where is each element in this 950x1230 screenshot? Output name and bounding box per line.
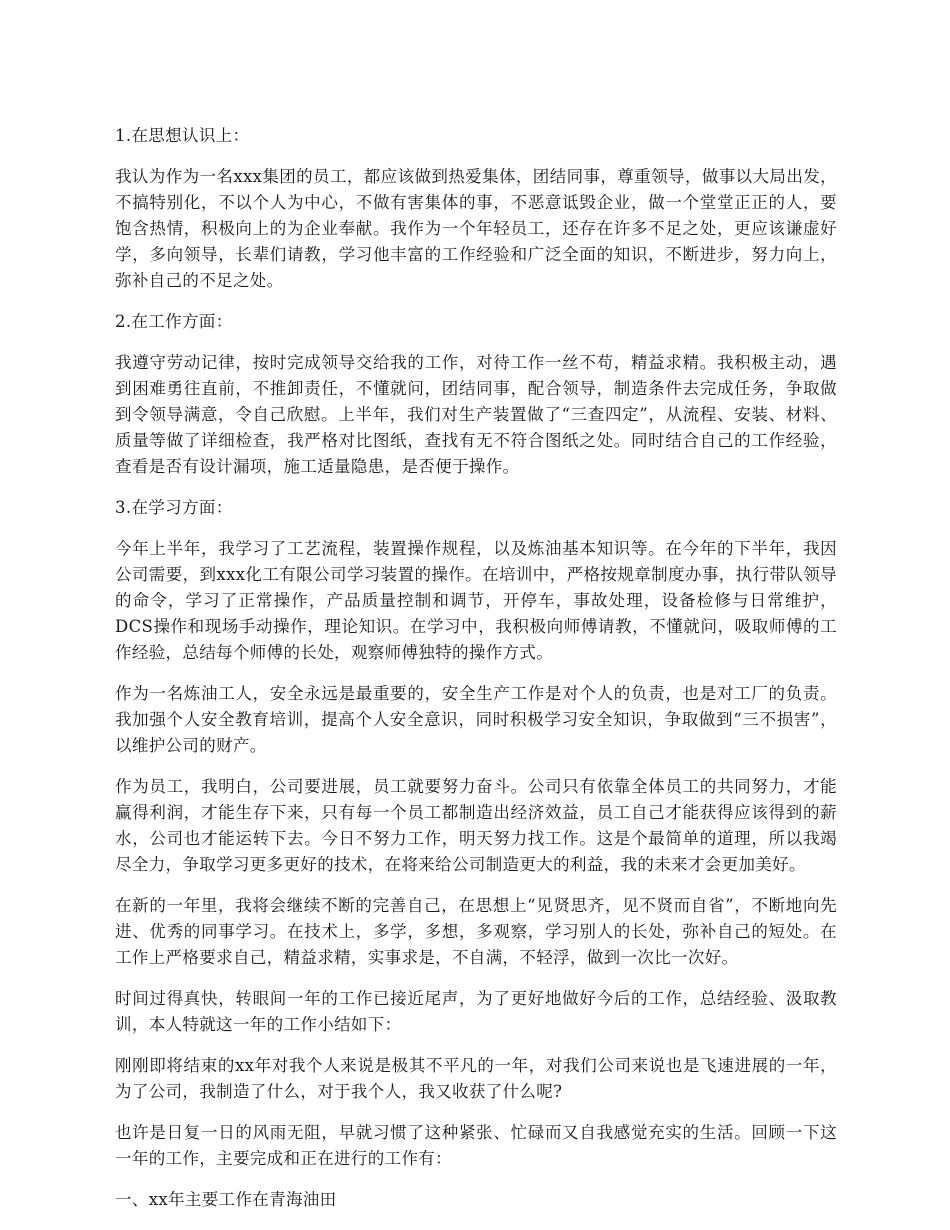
paragraph-effort: 作为员工，我明白，公司要进展，员工就要努力奋斗。公司只有依靠全体员工的共同努力，才能赢得利润，才能生存下来，只有每一个员工都制造出经济效益，员工自己才能获得应该得到的薪水，公司也才能运转下去。今日不努力工作，明天努力找工作。这是个最简单的道理，所以我竭尽全力，争取学习更多更好的技术，在将来给公司制造更大的利益，我的未来才会更加美好。 xyxy=(115,777,837,874)
paragraph-review: 也许是日复一日的风雨无阻，早就习惯了这种紧张、忙碌而又自我感觉充实的生活。回顾一下这一年的工作，主要完成和正在进行的工作有： xyxy=(115,1123,837,1168)
paragraph-thought: 我认为作为一名xxx集团的员工，都应该做到热爱集体，团结同事，尊重领导，做事以大局出发，不搞特别化，不以个人为中心，不做有害集体的事，不恶意诋毁企业，做一个堂堂正正的人，要饱含热情，积极向上的为企业奉献。我作为一个年轻员工，还存在许多不足之处，更应该谦虚好学，多向领导，长辈们请教，学习他丰富的工作经验和广泛全面的知识，不断进步，努力向上，弥补自己的不足之处。 xyxy=(115,167,837,290)
section-heading-study: 3.在学习方面： xyxy=(115,498,233,517)
paragraph-study: 今年上半年，我学习了工艺流程，装置操作规程，以及炼油基本知识等。在今年的下半年，我因公司需要，到xxx化工有限公司学习装置的操作。在培训中，严格按规章制度办事，执行带队领导的命令，学习了正常操作，产品质量控制和调节，开停车，事故处理，设备检修与日常维护，DCS操作和现场手动操作，理论知识。在学习中，我积极向师傅请教，不懂就问，吸取师傅的工作经验，总结每个师傅的长处，观察师傅独特的操作方式。 xyxy=(115,539,837,662)
document-body xyxy=(115,123,837,1213)
paragraph-safety: 作为一名炼油工人，安全永远是最重要的，安全生产工作是对个人的负责，也是对工厂的负责。我加强个人安全教育培训，提高个人安全意识，同时积极学习安全知识，争取做到“三不损害”，以维护公司的财产。 xyxy=(115,684,837,755)
paragraph-year-reflection: 刚刚即将结束的xx年对我个人来说是极其不平凡的一年，对我们公司来说也是飞速进展的一年，为了公司，我制造了什么，对于我个人，我又收获了什么呢? xyxy=(115,1056,837,1101)
paragraph-new-year: 在新的一年里，我将会继续不断的完善自己，在思想上“见贤思齐，见不贤而自省”，不断地向先进、优秀的同事学习。在技术上，多学，多想，多观察，学习别人的长处，弥补自己的短处。在工作上严格要求自己，精益求精，实事求是，不自满，不轻浮，做到一次比一次好。 xyxy=(115,896,837,967)
paragraph-work: 我遵守劳动记律，按时完成领导交给我的工作，对待工作一丝不苟，精益求精。我积极主动，遇到困难勇往直前，不推卸责任，不懂就问，团结同事，配合领导，制造条件去完成任务，争取做到令领导满意，令自己欣慰。上半年，我们对生产装置做了“三查四定”，从流程、安装、材料、质量等做了详细检查，我严格对比图纸，查找有无不符合图纸之处。同时结合自己的工作经验，查看是否有设计漏项，施工适量隐患，是否便于操作。 xyxy=(115,353,837,476)
section-heading-work: 2.在工作方面： xyxy=(115,312,233,331)
section-heading-thought: 1.在思想认识上： xyxy=(115,126,250,145)
section-heading-main-work: 一、xx年主要工作在青海油田 xyxy=(115,1190,337,1209)
paragraph-summary-intro: 时间过得真快，转眼间一年的工作已接近尾声，为了更好地做好今后的工作，总结经验、汲取教训，本人特就这一年的工作小结如下： xyxy=(115,989,837,1034)
